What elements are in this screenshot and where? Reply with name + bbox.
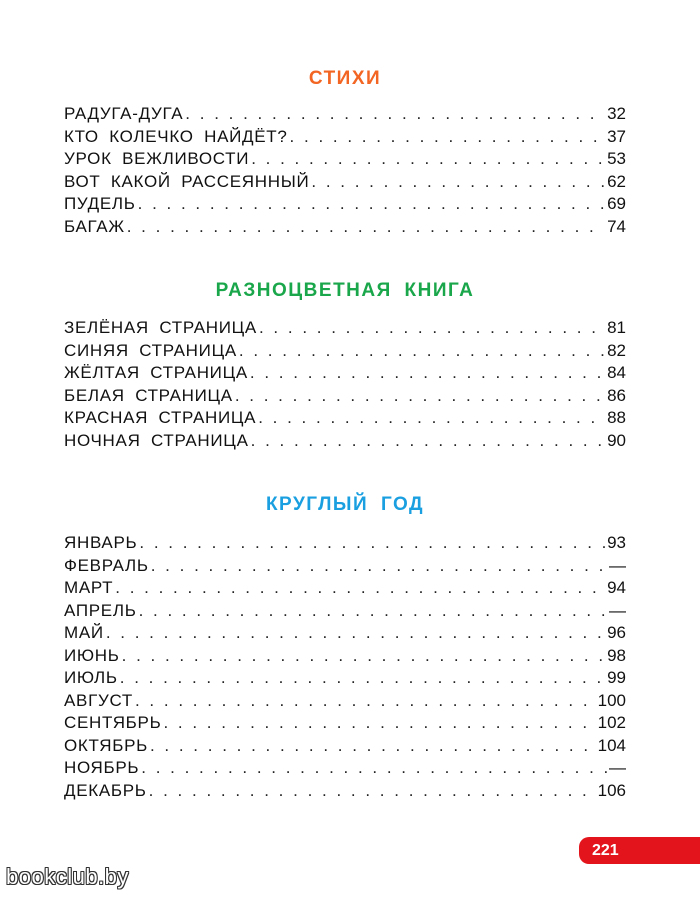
entry-title: КТО КОЛЕЧКО НАЙДЁТ? [64,126,288,146]
entry-page: 81 [607,318,626,337]
dot-leader [311,171,605,194]
entry-title: ФЕВРАЛЬ [64,555,149,575]
page-number: 221 [592,841,619,859]
entry-page: 74 [607,216,626,236]
section-heading: КРУГЛЫЙ ГОД [265,494,425,515]
dot-leader [250,362,605,385]
entry-title: МАРТ [64,578,114,597]
entry-title: СЕНТЯБРЬ [64,713,162,732]
entry-page: 53 [607,149,626,168]
entry-page: 86 [607,385,626,405]
toc-entry[interactable] [64,430,626,453]
dot-leader [106,622,605,645]
toc-entry[interactable] [64,340,626,363]
entry-title: АВГУСТ [64,690,133,710]
dot-leader [258,407,605,430]
section-colorful-book [64,279,626,452]
entry-title: РАДУГА-ДУГА [64,104,184,123]
toc-entry[interactable] [64,126,626,149]
entry-title: ДЕКАБРЬ [64,780,147,800]
toc-entry[interactable] [64,600,626,623]
entry-title: АПРЕЛЬ [64,600,137,620]
toc-entry[interactable] [64,645,626,668]
toc-entry[interactable] [64,103,626,126]
entry-title: ЯНВАРЬ [64,533,138,552]
section-heading: СТИХИ [308,68,382,89]
entry-page: 104 [597,735,626,755]
toc-entry[interactable] [64,667,626,690]
dot-leader [149,780,596,803]
toc-entry[interactable] [64,362,626,385]
dot-leader [135,690,596,713]
entry-page: 106 [597,780,626,800]
entry-title: ПУДЕЛЬ [64,194,136,213]
dot-leader [239,340,605,363]
toc-entry[interactable] [64,532,626,555]
entry-title: ВОТ КАКОЙ РАССЕЯННЫЙ [64,171,310,191]
entry-page: 62 [607,171,626,191]
toc-list [64,103,626,238]
dot-leader [185,103,605,126]
entry-title: ИЮЛЬ [64,668,118,687]
dot-leader [139,600,607,623]
dot-leader [251,430,605,453]
entry-title: БАГАЖ [64,216,125,236]
dot-leader [163,712,595,735]
dot-leader [150,735,596,758]
entry-title: МАЙ [64,623,104,642]
dot-leader [122,645,605,668]
toc-entry[interactable] [64,577,626,600]
entry-title: НОЯБРЬ [64,758,140,777]
dot-leader [235,385,605,408]
toc-entry[interactable] [64,735,626,758]
dot-leader [139,532,605,555]
watermark: bookclub.by [6,864,129,889]
entry-title: ЖЁЛТАЯ СТРАНИЦА [64,363,248,382]
entry-page: — [609,600,626,620]
entry-title: УРОК ВЕЖЛИВОСТИ [64,149,250,168]
entry-page: — [609,555,626,575]
toc-entry[interactable] [64,555,626,578]
toc-entry[interactable] [64,216,626,239]
dot-leader [151,555,607,578]
entry-title: ОКТЯБРЬ [64,735,148,755]
section-heading: РАЗНОЦВЕТНАЯ КНИГА [215,280,475,301]
entry-page: 88 [607,408,626,427]
entry-title: ИЮНЬ [64,645,120,665]
entry-title: БЕЛАЯ СТРАНИЦА [64,385,233,405]
toc-entry[interactable] [64,757,626,780]
entry-page: 90 [607,430,626,450]
dot-leader [138,193,605,216]
entry-title: НОЧНАЯ СТРАНИЦА [64,430,249,450]
dot-leader [115,577,605,600]
entry-page: — [609,758,626,777]
entry-page: 99 [607,668,626,687]
toc-entry[interactable] [64,171,626,194]
entry-page: 84 [607,363,626,382]
toc-list [64,532,626,802]
entry-title: ЗЕЛЁНАЯ СТРАНИЦА [64,318,257,337]
toc-entry[interactable] [64,317,626,340]
dot-leader [120,667,605,690]
toc-entry[interactable] [64,622,626,645]
dot-leader [259,317,605,340]
toc-entry[interactable] [64,690,626,713]
section-poems [64,67,626,238]
entry-page: 98 [607,645,626,665]
entry-page: 96 [607,623,626,642]
entry-page: 37 [607,126,626,146]
toc-entry[interactable] [64,148,626,171]
toc-list [64,317,626,452]
entry-page: 82 [607,340,626,360]
dot-leader [290,126,606,149]
dot-leader [127,216,605,239]
section-year-round [64,493,626,802]
entry-page: 69 [607,194,626,213]
entry-page: 32 [607,104,626,123]
entry-page: 102 [597,713,626,732]
dot-leader [251,148,605,171]
dot-leader [141,757,607,780]
entry-page: 93 [607,533,626,552]
page-number-badge [579,837,700,864]
entry-title: КРАСНАЯ СТРАНИЦА [64,408,257,427]
entry-title: СИНЯЯ СТРАНИЦА [64,340,237,360]
toc-entry[interactable] [64,193,626,216]
toc-entry[interactable] [64,780,626,803]
entry-page: 100 [597,690,626,710]
toc-entry[interactable] [64,407,626,430]
entry-page: 94 [607,578,626,597]
toc-entry[interactable] [64,385,626,408]
toc-entry[interactable] [64,712,626,735]
